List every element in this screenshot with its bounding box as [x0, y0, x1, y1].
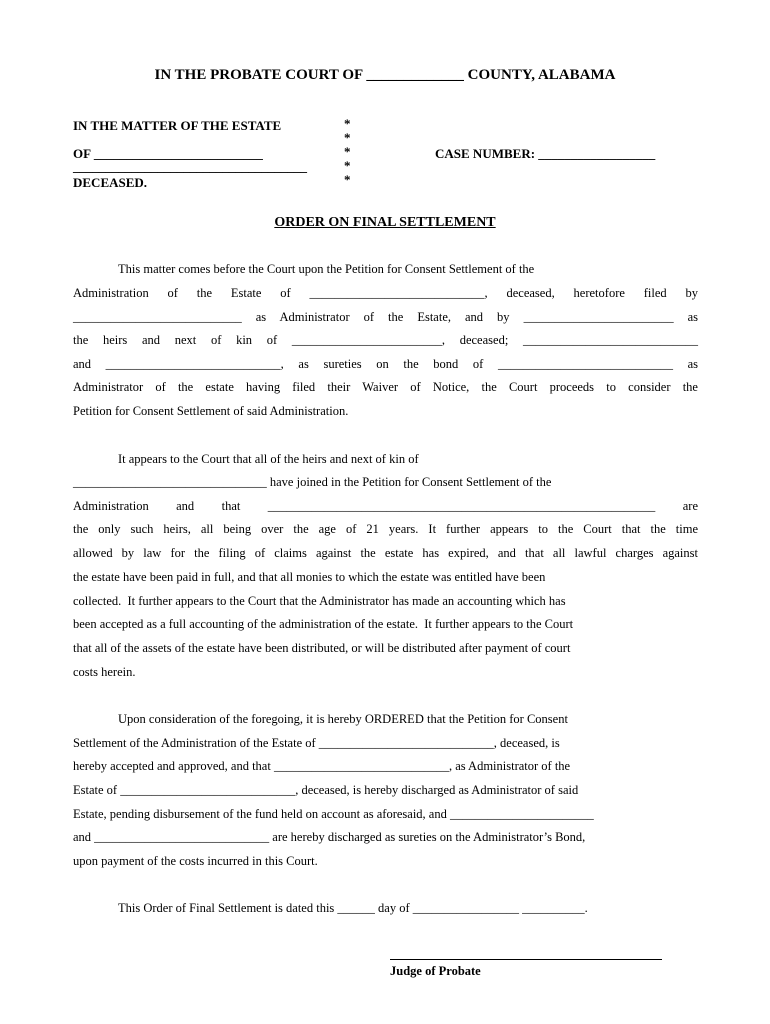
- paragraph-line: Administration of the Estate of ____________________________, deceased, heretofore filed by: [73, 286, 698, 300]
- judge-of-probate-label: Judge of Probate: [390, 964, 481, 978]
- paragraph-line: Upon consideration of the foregoing, it is hereby ORDERED that the Petition for Consent: [118, 712, 568, 726]
- paragraph-line: Settlement of the Administration of the Estate of ____________________________, deceased, is: [73, 736, 560, 750]
- signature-line: [390, 959, 662, 960]
- paragraph-line: It appears to the Court that all of the heirs and next of kin of: [118, 452, 419, 466]
- paragraph-line: allowed by law for the filing of claims against the estate has expired, and that all lawful charges against: [73, 546, 698, 560]
- paragraph-line: Administrator of the estate having filed their Waiver of Notice, the Court proceeds to consider the: [73, 380, 698, 394]
- paragraph-line: collected. It further appears to the Court that the Administrator has made an accounting which has: [73, 594, 566, 608]
- caption-star: *: [344, 130, 351, 145]
- paragraph-line: the estate have been paid in full, and that all monies to which the estate was entitled have been: [73, 570, 546, 584]
- paragraph-line: upon payment of the costs incurred in this Court.: [73, 854, 318, 868]
- paragraph-line: Petition for Consent Settlement of said Administration.: [73, 404, 349, 418]
- paragraph-line: Estate of ____________________________, deceased, is hereby discharged as Administrator of said: [73, 783, 579, 797]
- paragraph-line: and ____________________________ are hereby discharged as sureties on the Administrator’s Bond,: [73, 830, 586, 844]
- paragraph-line: This matter comes before the Court upon the Petition for Consent Settlement of the: [118, 262, 535, 276]
- caption-star: *: [344, 144, 351, 159]
- paragraph-line: hereby accepted and approved, and that ____________________________, as Administrator of the: [73, 759, 571, 773]
- caption-matter: IN THE MATTER OF THE ESTATE: [73, 118, 282, 133]
- caption-deceased: DECEASED.: [73, 175, 148, 190]
- paragraph-line: _______________________________ have joined in the Petition for Consent Settlement of the: [73, 475, 552, 489]
- caption-estate-of: OF __________________________: [73, 146, 263, 161]
- caption-star: *: [344, 172, 351, 187]
- paragraph-line: that all of the assets of the estate have been distributed, or will be distributed after payment of court: [73, 641, 571, 655]
- dated-line: This Order of Final Settlement is dated this ______ day of _________________ __________.: [118, 901, 588, 915]
- paragraph-line: costs herein.: [73, 665, 136, 679]
- caption-star: *: [344, 116, 351, 131]
- paragraph-line: ___________________________ as Administrator of the Estate, and by ________________________ as: [73, 310, 698, 324]
- case-number: CASE NUMBER: __________________: [435, 146, 656, 161]
- paragraph-line: the only such heirs, all being over the age of 21 years. It further appears to the Court that the time: [73, 522, 698, 536]
- paragraph-line: Administration and that ______________________________________________________________ are: [73, 499, 698, 513]
- order-heading: ORDER ON FINAL SETTLEMENT: [274, 215, 496, 230]
- paragraph-line: the heirs and next of kin of ________________________, deceased; ____________________________: [73, 333, 698, 347]
- court-title: IN THE PROBATE COURT OF _____________ COUNTY, ALABAMA: [154, 67, 616, 83]
- paragraph-line: and ____________________________, as sureties on the bond of ____________________________ as: [73, 357, 698, 371]
- paragraph-line: been accepted as a full accounting of the administration of the estate. It further appears to the Court: [73, 617, 574, 631]
- caption-star: *: [344, 158, 351, 173]
- caption-blank-line: ____________________________________: [73, 159, 307, 174]
- paragraph-line: Estate, pending disbursement of the fund held on account as aforesaid, and _______________________: [73, 807, 594, 821]
